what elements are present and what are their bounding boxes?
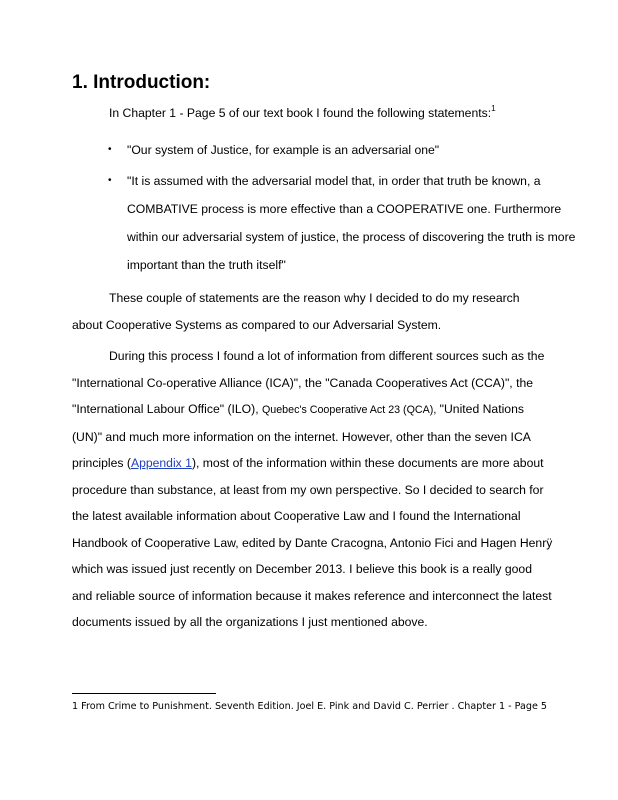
- intro-paragraph: [109, 100, 579, 127]
- bullet-item: [108, 167, 588, 279]
- bullet-icon: •: [108, 144, 112, 155]
- footnote-divider: [72, 693, 216, 694]
- footnote-reference[interactable]: 1: [491, 104, 496, 113]
- body-paragraph-1: These couple of statements are the reason why I decided to do my research about Cooperative Systems as compared to our Adversarial System.: [72, 291, 520, 332]
- paragraph-text-small: Quebec's Cooperative Act 23 (QCA),: [261, 404, 437, 416]
- paragraph-text: During this process I found a lot of information from different sources such as the "International Co-operative Alliance (ICA)", the "Canada Cooperatives Act (CCA)", the "International Labour Office" (ILO),: [72, 349, 545, 416]
- quote-bullet-list: [108, 136, 588, 279]
- paragraph-text: ), most of the information within these documents are more about procedure than substance, at least from my own perspective. So I decided to search for the latest available information about Cooperative Law and I found the International Handbook of Cooperative Law, edited by Dante Cracogna, Antonio Fici and Hagen Henrÿ which was issued just recently on December 2013. I believe this book is a really good and reliable source of information because it makes reference and interconnect the latest documents issued by all the organizations I just mentioned above.: [72, 456, 553, 629]
- paragraph-text: "United Nations (UN)" and much more information on the internet. However, other than the seven ICA principles (: [72, 402, 531, 470]
- bullet-icon: •: [108, 175, 112, 186]
- intro-text: In Chapter 1 - Page 5 of our text book I found the following statements:: [109, 106, 492, 120]
- section-heading: 1. Introduction:: [72, 72, 211, 93]
- body-paragraph-2: [72, 343, 554, 636]
- appendix-link[interactable]: Appendix 1: [130, 456, 192, 470]
- footnote-text: 1 From Crime to Punishment. Seventh Edition. Joel E. Pink and David C. Perrier . Chapter 1 - Page 5: [72, 701, 548, 712]
- bullet-text: "It is assumed with the adversarial model that, in order that truth be known, a COMBATIVE process is more effective than a COOPERATIVE one. Furthermore within our adversarial system of justice, the process of discovering the truth is more important than the truth itself": [127, 174, 576, 272]
- bullet-item: [108, 136, 588, 164]
- bullet-text: "Our system of Justice, for example is an adversarial one": [127, 143, 440, 157]
